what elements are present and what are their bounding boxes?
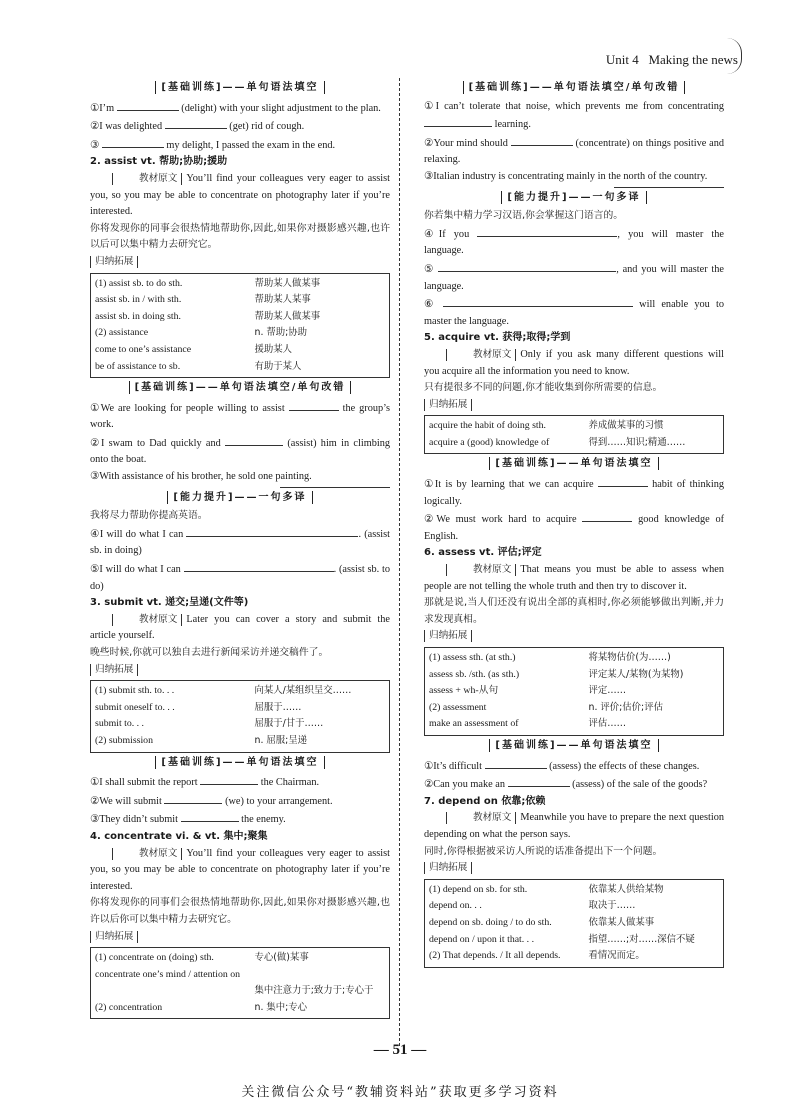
- table-row: assist sb. in / with sth. 帮助某人某事: [95, 294, 311, 306]
- vocab-heading: 5. acquire vt. 获得;取得;学到: [424, 332, 571, 344]
- exercise-item: ⑤I will do what I can . (assist sb. to do): [90, 560, 390, 595]
- summary-label: 归纳拓展: [90, 662, 390, 679]
- exercise-item: ④I will do what I can . (assist sb. in doing): [90, 525, 390, 560]
- answer-blank[interactable]: [511, 134, 573, 146]
- table-row: concentrate one’s mind / attention on: [95, 968, 241, 980]
- exercise-item: ③They didn’t submit the enemy.: [90, 810, 390, 829]
- phrase-table: [424, 647, 724, 736]
- footer-note: 关注微信公众号“教辅资料站”获取更多学习资料: [241, 1085, 559, 1100]
- answer-blank[interactable]: [165, 117, 227, 129]
- left-column: [90, 78, 390, 1021]
- exercise-item: ⑥ will enable you to master the language.: [424, 295, 724, 330]
- exercise-item: ①I can’t tolerate that noise, which prevents me from concentrating learning.: [424, 100, 724, 131]
- answer-blank[interactable]: [289, 399, 339, 411]
- table-row: come to one’s assistance 援助某人: [95, 343, 293, 355]
- answer-blank[interactable]: [225, 434, 283, 446]
- answer-blank[interactable]: [485, 757, 547, 769]
- table-row: (1) submit sth. to. . . 向某人/某组织呈交……: [95, 685, 352, 697]
- table-row: acquire the habit of doing sth. 养成做某事的习惯: [429, 420, 664, 432]
- table-row: depend on / upon it that. . . 指望……;对……深信不疑: [429, 933, 695, 945]
- answer-blank[interactable]: [117, 99, 179, 111]
- summary-label: 归纳拓展: [424, 628, 724, 645]
- page-number: — 51 —: [373, 1042, 427, 1058]
- table-row: make an assessment of 评估……: [429, 718, 627, 730]
- exercise-title: [能力提升]——一句多译: [424, 190, 724, 207]
- exercise-item: ②We must work hard to acquire good knowledge of English.: [424, 510, 724, 545]
- exercise-item: ①I’m (delight) with your slight adjustment to the plan.: [90, 99, 390, 118]
- translation: 晚些时候,你就可以独自去进行新闻采访并递交稿件了。: [90, 647, 329, 658]
- table-row: submit to. . . 屈服于/甘于……: [95, 718, 324, 730]
- phrase-table: [90, 273, 390, 379]
- table-row: acquire a (good) knowledge of 得到……知识;精通……: [429, 436, 686, 448]
- translation-prompt: 你若集中精力学习汉语,你会掌握这门语言的。: [424, 210, 624, 222]
- exercise-item: ①I shall submit the report the Chairman.: [90, 773, 390, 792]
- exercise-item: ①We are looking for people willing to assist the group’s work.: [90, 399, 390, 434]
- table-row: submit oneself to. . . 屈服于……: [95, 701, 302, 713]
- exercise-title: [基础训练]——单句语法填空: [90, 755, 390, 772]
- table-row: (1) depend on sb. for sth. 依靠某人供给某物: [429, 883, 664, 895]
- table-row: (2) submission n. 屈服;呈递: [95, 734, 308, 746]
- answer-blank[interactable]: [477, 225, 617, 237]
- vocab-heading: 4. concentrate vi. & vt. 集中;聚集: [90, 830, 268, 842]
- unit-title: Making the news: [648, 52, 738, 67]
- table-row: depend on. . . 取决于……: [429, 900, 636, 912]
- table-row: 集中注意力于;致力于;专心于: [254, 985, 374, 997]
- exercise-item: ③With assistance of his brother, he sold one painting.: [90, 471, 312, 483]
- table-row: (2) concentration n. 集中;专心: [95, 1001, 308, 1013]
- textbook-original: 教材原文 Only if you ask many different questions will you acquire all the information you need to know.: [424, 348, 724, 377]
- translation: 你将发现你的同事们会很热情地帮助你,因此,如果你对摄影感兴趣,也许以后你可以集中精力去研究它。: [90, 897, 390, 925]
- textbook-original: 教材原文 You’ll find your colleagues very eager to assist you, so you may be able to concentrate on photography later if you’re interested.: [90, 847, 390, 892]
- answer-blank[interactable]: [102, 136, 164, 148]
- exercise-title: [基础训练]——单句语法填空/单句改错: [424, 80, 724, 97]
- phrase-table: [90, 680, 390, 752]
- phrase-table: [424, 415, 724, 454]
- page-header: [606, 52, 738, 68]
- exercise-title: [能力提升]——一句多译: [90, 490, 390, 507]
- exercise-item: ②Can you make an (assess) of the sale of the goods?: [424, 775, 724, 794]
- exercise-title: [基础训练]——单句语法填空: [424, 456, 724, 473]
- table-row: (2) assistance n. 帮助;协助: [95, 327, 308, 339]
- exercise-item: ①It is by learning that we can acquire habit of thinking logically.: [424, 475, 724, 510]
- textbook-original: 教材原文 Later you can cover a story and submit the article yourself.: [90, 613, 390, 642]
- table-row: (1) concentrate on (doing) sth. 专心(做)某事: [95, 952, 309, 964]
- answer-blank[interactable]: [164, 792, 222, 804]
- answer-blank[interactable]: [424, 115, 492, 127]
- exercise-item: ②We will submit (we) to your arrangement.: [90, 792, 390, 811]
- translation: 你将发现你的同事会很热情地帮助你,因此,如果你对摄影感兴趣,也许以后可以集中精力去研究它。: [90, 222, 390, 251]
- textbook-original: 教材原文 That means you must be able to assess when people are not telling the whole truth and then try to discover it.: [424, 564, 724, 592]
- correction-line[interactable]: [614, 186, 724, 188]
- exercise-item: ②Your mind should (concentrate) on things positive and relaxing.: [424, 134, 724, 169]
- vocab-heading: 6. assess vt. 评估;评定: [424, 547, 542, 559]
- exercise-item: ③ my delight, I passed the exam in the end.: [90, 136, 390, 155]
- summary-label: 归纳拓展: [90, 929, 390, 946]
- translation: 同时,你得根据被采访人所说的话准备提出下一个问题。: [424, 845, 663, 857]
- table-row: depend on sb. doing / to do sth. 依靠某人做某事: [429, 916, 655, 928]
- summary-label: 归纳拓展: [90, 254, 390, 271]
- answer-blank[interactable]: [582, 510, 632, 522]
- exercise-item: ②I swam to Dad quickly and (assist) him in climbing onto the boat.: [90, 434, 390, 469]
- exercise-item: ④If you , you will master the language.: [424, 225, 724, 260]
- table-row: (2) That depends. / It all depends. 看情况而定。: [429, 950, 645, 962]
- textbook-original: 教材原文 Meanwhile you have to prepare the next question depending on what the person says.: [424, 812, 724, 840]
- exercise-item: ②I was delighted (get) rid of cough.: [90, 117, 390, 136]
- answer-blank[interactable]: [200, 773, 258, 785]
- answer-blank[interactable]: [438, 260, 616, 272]
- exercise-item: ⑤ , and you will master the language.: [424, 260, 724, 295]
- answer-blank[interactable]: [598, 475, 648, 487]
- table-row: assist sb. in doing sth. 帮助某人做某事: [95, 310, 321, 322]
- answer-blank[interactable]: [186, 525, 358, 537]
- vocab-heading: 3. submit vt. 递交;呈递(文件等): [90, 597, 249, 609]
- summary-label: 归纳拓展: [424, 397, 724, 414]
- table-row: assess sb. /sth. (as sth.) 评定某人/某物(为某物): [429, 668, 684, 680]
- exercise-title: [基础训练]——单句语法填空: [90, 80, 390, 97]
- right-column: [424, 78, 724, 970]
- table-row: (1) assist sb. to do sth. 帮助某人做某事: [95, 277, 321, 289]
- vocab-heading: 2. assist vt. 帮助;协助;援助: [90, 156, 228, 168]
- translation: 只有提很多不同的问题,你才能收集到你所需要的信息。: [424, 382, 663, 394]
- phrase-table: [90, 947, 390, 1019]
- exercise-title: [基础训练]——单句语法填空: [424, 738, 724, 755]
- vocab-heading: 7. depend on 依靠;依赖: [424, 795, 546, 807]
- answer-blank[interactable]: [184, 560, 334, 572]
- exercise-title: [基础训练]——单句语法填空/单句改错: [90, 380, 390, 397]
- answer-blank[interactable]: [508, 775, 570, 787]
- exercise-item: ③Italian industry is concentrating mainly in the north of the country.: [424, 170, 708, 182]
- phrase-table: [424, 879, 724, 968]
- translation-prompt: 我将尽力帮助你提高英语。: [90, 510, 208, 522]
- table-row: (2) assessment n. 评价;估价;评估: [429, 701, 663, 713]
- unit-label: Unit 4: [605, 52, 639, 67]
- table-row: (1) assess sth. (at sth.) 将某物估价(为……): [429, 652, 671, 663]
- translation: 那就是说,当人们还没有说出全部的真相时,你必须能够做出判断,并力求发现真相。: [424, 597, 724, 625]
- exercise-item: ①It’s difficult (assess) the effects of these changes.: [424, 757, 724, 776]
- answer-blank[interactable]: [443, 295, 633, 307]
- column-divider: [399, 78, 400, 1046]
- answer-blank[interactable]: [181, 810, 239, 822]
- correction-line[interactable]: [280, 486, 390, 488]
- summary-label: 归纳拓展: [424, 860, 724, 877]
- table-row: be of assistance to sb. 有助于某人: [95, 360, 302, 372]
- table-row: assess + wh-从句 评定……: [429, 685, 627, 697]
- textbook-original: 教材原文 You’ll find your colleagues very eager to assist you, so you may be able to concentrate on photography later if you’re interested.: [90, 172, 390, 218]
